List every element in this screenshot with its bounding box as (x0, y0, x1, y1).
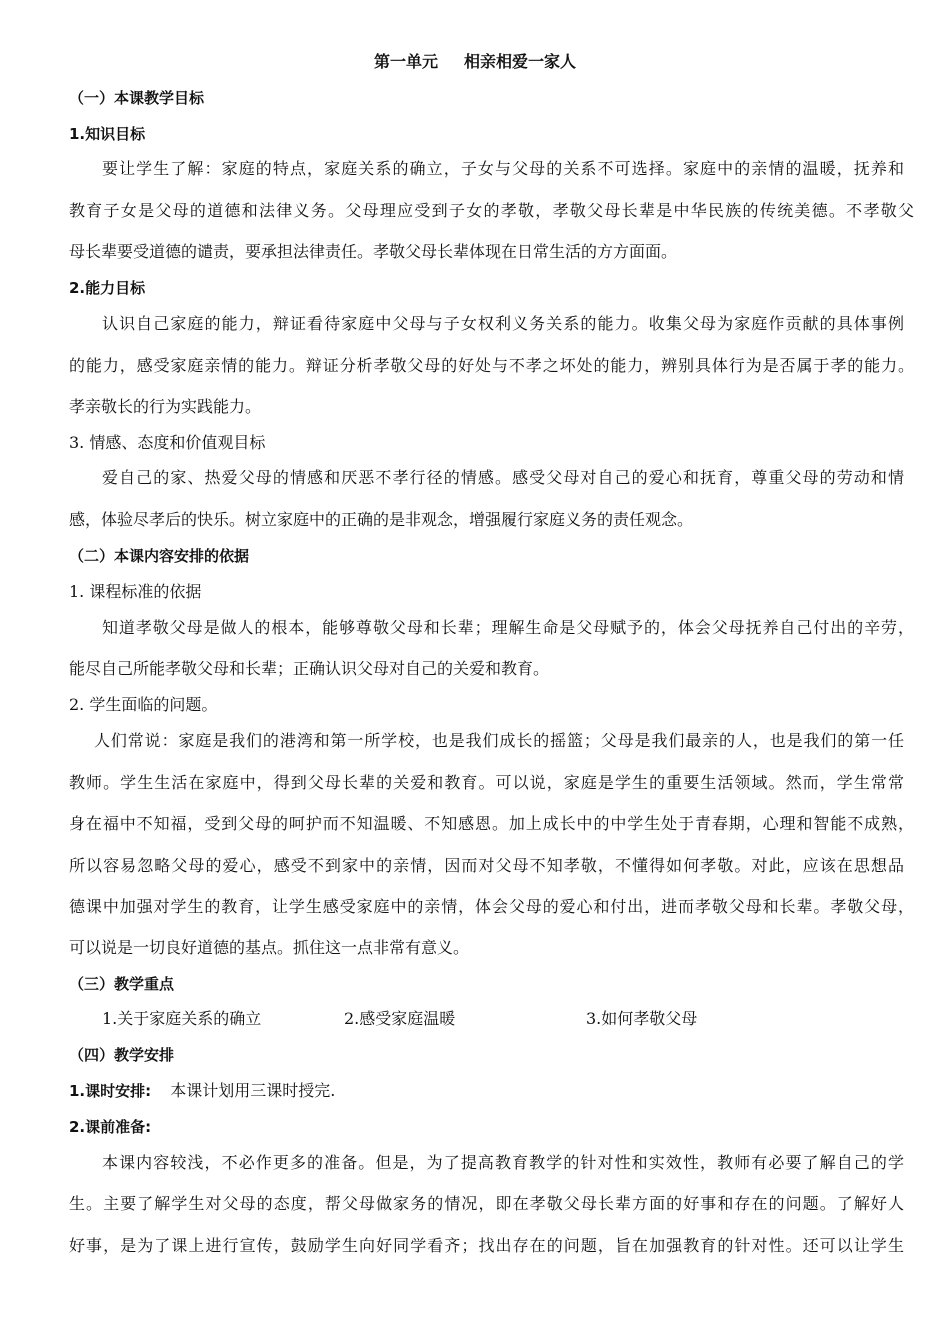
paragraph-line: 母长辈要受道德的谴责，要承担法律责任。孝敬父母长辈体现在日常生活的方方面面。 (69, 242, 678, 261)
schedule-line (69, 1079, 914, 1103)
paragraph-line: 的能力，感受家庭亲情的能力。辩证分析孝敬父母的好处与不孝之坏处的能力，辨别具体行为是否属于孝的能力。 (69, 356, 914, 375)
focus-item: 1.关于家庭关系的确立 (102, 1009, 262, 1028)
unit-name: 相亲相爱一家人 (464, 52, 577, 71)
paragraph-line: 能尽自己所能孝敬父母和长辈；正确认识父母对自己的关爱和教育。 (69, 659, 550, 678)
paragraph-line: 知道孝敬父母是做人的根本，能够尊敬父母和长辈；理解生命是父母赋予的，体会父母抚养自己付出的辛劳， (102, 618, 914, 637)
page-title (0, 50, 950, 74)
focus-item: 2.感受家庭温暖 (344, 1009, 456, 1028)
paragraph-line: 教师。学生生活在家庭中，得到父母长辈的关爱和教育。可以说，家庭是学生的重要生活领域。然而，学生常常 (69, 773, 904, 792)
subheading-preparation: 2.课前准备: (69, 1118, 152, 1136)
section-heading-basis: （二）本课内容安排的依据 (69, 547, 250, 565)
paragraph-line: 孝亲敬长的行为实践能力。 (69, 397, 262, 416)
paragraph-line: 好事，是为了课上进行宣传，鼓励学生向好同学看齐；找出存在的问题，旨在加强教育的针对性。还可以让学生 (69, 1236, 904, 1255)
section-heading-arrangement: （四）教学安排 (69, 1046, 175, 1064)
section-heading-focus: （三）教学重点 (69, 975, 175, 993)
paragraph-line: 人们常说：家庭是我们的港湾和第一所学校，也是我们成长的摇篮；父母是我们最亲的人，也是我们的第一任 (94, 731, 904, 750)
paragraph-line: 爱自己的家、热爱父母的情感和厌恶不孝行径的情感。感受父母对自己的爱心和抚育，尊重父母的劳动和情 (102, 468, 904, 487)
paragraph-line: 要让学生了解：家庭的特点，家庭关系的确立，子女与父母的关系不可选择。家庭中的亲情的温暖，抚养和 (102, 159, 904, 178)
subheading-problems: 2. 学生面临的问题。 (69, 695, 218, 714)
paragraph-line: 教育子女是父母的道德和法律义务。父母理应受到子女的孝敬，孝敬父母长辈是中华民族的传统美德。不孝敬父 (69, 201, 914, 220)
paragraph-line: 本课内容较浅，不必作更多的准备。但是，为了提高教育教学的针对性和实效性，教师有必要了解自己的学 (102, 1153, 904, 1172)
subheading-curriculum: 1. 课程标准的依据 (69, 582, 202, 601)
focus-item: 3.如何孝敬父母 (586, 1009, 698, 1028)
subheading-emotion: 3. 情感、态度和价值观目标 (69, 433, 266, 452)
section-heading-objectives: （一）本课教学目标 (69, 89, 205, 107)
paragraph-line: 德课中加强对学生的教育，让学生感受家庭中的亲情，体会父母的爱心和付出，进而孝敬父母和长辈。孝敬父母， (69, 897, 914, 916)
subheading-knowledge: 1.知识目标 (69, 125, 146, 143)
subheading-schedule: 1.课时安排: (69, 1082, 152, 1100)
subheading-ability: 2.能力目标 (69, 279, 146, 297)
paragraph-line: 可以说是一切良好道德的基点。抓住这一点非常有意义。 (69, 938, 470, 957)
schedule-text: 本课计划用三课时授完. (170, 1081, 336, 1100)
unit-label: 第一单元 (373, 52, 438, 71)
paragraph-line: 生。主要了解学生对父母的态度，帮父母做家务的情况，即在孝敬父母长辈方面的好事和存在的问题。了解好人 (69, 1194, 904, 1213)
paragraph-line: 感，体验尽孝后的快乐。树立家庭中的正确的是非观念，增强履行家庭义务的责任观念。 (69, 510, 694, 529)
paragraph-line: 认识自己家庭的能力，辩证看待家庭中父母与子女权利义务关系的能力。收集父母为家庭作贡献的具体事例 (102, 314, 904, 333)
paragraph-line: 所以容易忽略父母的爱心，感受不到家中的亲情，因而对父母不知孝敬，不懂得如何孝敬。对此，应该在思想品 (69, 856, 904, 875)
paragraph-line: 身在福中不知福，受到父母的呵护而不知温暖、不知感恩。加上成长中的中学生处于青春期，心理和智能不成熟， (69, 814, 914, 833)
